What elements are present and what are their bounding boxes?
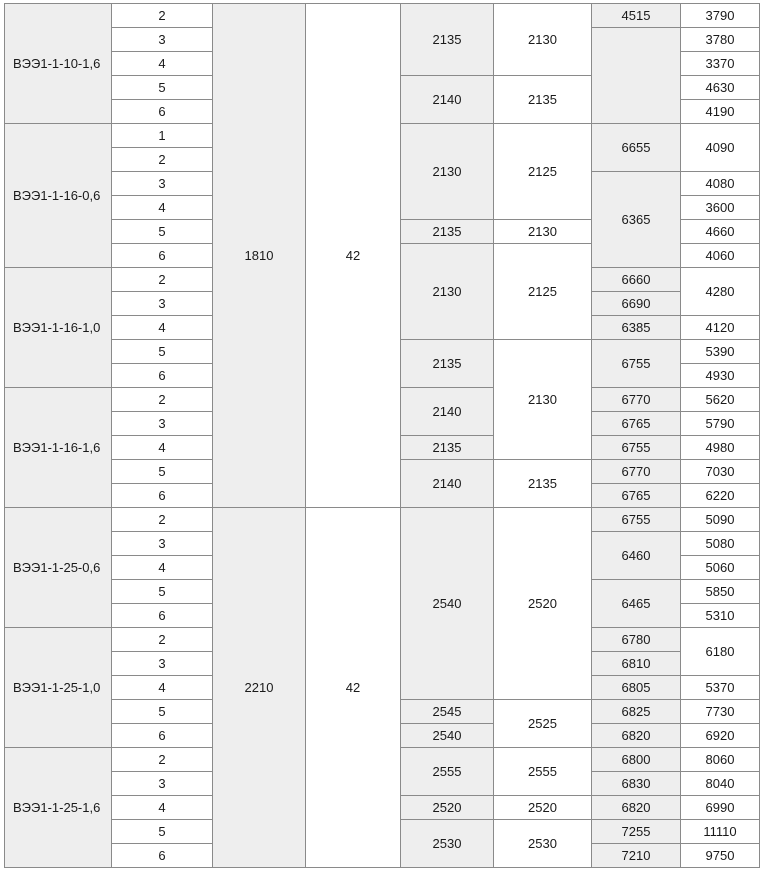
value-d-cell: 2135 [494, 460, 592, 508]
section-number-cell: 2 [112, 628, 213, 652]
value-e-cell: 6830 [592, 772, 681, 796]
value-f-cell: 6220 [681, 484, 760, 508]
section-number-cell: 5 [112, 580, 213, 604]
value-f-cell: 4930 [681, 364, 760, 388]
value-c-cell: 2555 [401, 748, 494, 796]
value-f-cell: 4080 [681, 172, 760, 196]
value-f-cell: 5620 [681, 388, 760, 412]
value-e-cell: 6460 [592, 532, 681, 580]
value-b-cell: 42 [306, 4, 401, 508]
value-e-cell: 7255 [592, 820, 681, 844]
value-f-cell: 4060 [681, 244, 760, 268]
value-e-cell: 6805 [592, 676, 681, 700]
value-e-cell: 6800 [592, 748, 681, 772]
section-number-cell: 5 [112, 700, 213, 724]
section-number-cell: 4 [112, 676, 213, 700]
value-f-cell: 4120 [681, 316, 760, 340]
value-f-cell: 5390 [681, 340, 760, 364]
value-e-cell: 6825 [592, 700, 681, 724]
section-number-cell: 6 [112, 100, 213, 124]
model-cell: ВЭЭ1-1-25-1,0 [5, 628, 112, 748]
value-e-cell: 6820 [592, 796, 681, 820]
value-d-cell: 2555 [494, 748, 592, 796]
section-number-cell: 3 [112, 532, 213, 556]
value-f-cell: 3600 [681, 196, 760, 220]
value-f-cell: 8060 [681, 748, 760, 772]
value-c-cell: 2520 [401, 796, 494, 820]
value-c-cell: 2140 [401, 460, 494, 508]
value-c-cell: 2140 [401, 388, 494, 436]
value-f-cell: 5310 [681, 604, 760, 628]
section-number-cell: 2 [112, 4, 213, 28]
value-e-cell: 6770 [592, 460, 681, 484]
value-f-cell: 5790 [681, 412, 760, 436]
value-f-cell: 8040 [681, 772, 760, 796]
value-c-cell: 2135 [401, 4, 494, 76]
section-number-cell: 6 [112, 844, 213, 868]
section-number-cell: 2 [112, 268, 213, 292]
section-number-cell: 2 [112, 388, 213, 412]
value-c-cell: 2540 [401, 508, 494, 700]
value-f-cell: 4630 [681, 76, 760, 100]
value-f-cell: 5850 [681, 580, 760, 604]
value-d-cell: 2525 [494, 700, 592, 748]
value-c-cell: 2135 [401, 436, 494, 460]
section-number-cell: 3 [112, 172, 213, 196]
value-c-cell: 2130 [401, 124, 494, 220]
value-e-cell: 6770 [592, 388, 681, 412]
section-number-cell: 3 [112, 772, 213, 796]
section-number-cell: 4 [112, 52, 213, 76]
value-d-cell: 2130 [494, 220, 592, 244]
value-e-cell: 7210 [592, 844, 681, 868]
section-number-cell: 4 [112, 196, 213, 220]
section-number-cell: 5 [112, 340, 213, 364]
model-cell: ВЭЭ1-1-25-0,6 [5, 508, 112, 628]
model-cell: ВЭЭ1-1-10-1,6 [5, 4, 112, 124]
value-f-cell: 6990 [681, 796, 760, 820]
value-e-cell: 6660 [592, 268, 681, 292]
value-a-cell: 1810 [213, 4, 306, 508]
value-d-cell: 2130 [494, 4, 592, 76]
section-number-cell: 2 [112, 508, 213, 532]
section-number-cell: 3 [112, 652, 213, 676]
value-e-cell [592, 28, 681, 124]
value-e-cell: 6755 [592, 436, 681, 460]
section-number-cell: 4 [112, 796, 213, 820]
model-cell: ВЭЭ1-1-16-1,6 [5, 388, 112, 508]
value-e-cell: 6765 [592, 484, 681, 508]
section-number-cell: 2 [112, 748, 213, 772]
section-number-cell: 5 [112, 820, 213, 844]
value-f-cell: 5080 [681, 532, 760, 556]
value-e-cell: 6655 [592, 124, 681, 172]
value-c-cell: 2545 [401, 700, 494, 724]
table-row [5, 508, 760, 532]
value-e-cell: 6365 [592, 172, 681, 268]
value-e-cell: 6385 [592, 316, 681, 340]
value-f-cell: 4280 [681, 268, 760, 316]
section-number-cell: 6 [112, 484, 213, 508]
value-e-cell: 6755 [592, 340, 681, 388]
value-e-cell: 6810 [592, 652, 681, 676]
section-number-cell: 1 [112, 124, 213, 148]
value-c-cell: 2130 [401, 244, 494, 340]
section-number-cell: 3 [112, 292, 213, 316]
model-cell: ВЭЭ1-1-25-1,6 [5, 748, 112, 868]
value-f-cell: 5090 [681, 508, 760, 532]
model-cell: ВЭЭ1-1-16-1,0 [5, 268, 112, 388]
value-f-cell: 6920 [681, 724, 760, 748]
value-f-cell: 7030 [681, 460, 760, 484]
section-number-cell: 6 [112, 724, 213, 748]
table-body [5, 4, 760, 868]
value-b-cell: 42 [306, 508, 401, 868]
value-d-cell: 2530 [494, 820, 592, 868]
value-d-cell: 2125 [494, 244, 592, 340]
value-f-cell: 6180 [681, 628, 760, 676]
value-f-cell: 4190 [681, 100, 760, 124]
value-f-cell: 7730 [681, 700, 760, 724]
section-number-cell: 6 [112, 244, 213, 268]
value-e-cell: 4515 [592, 4, 681, 28]
section-number-cell: 6 [112, 364, 213, 388]
value-f-cell: 4660 [681, 220, 760, 244]
section-number-cell: 4 [112, 556, 213, 580]
value-f-cell: 9750 [681, 844, 760, 868]
section-number-cell: 4 [112, 316, 213, 340]
value-e-cell: 6765 [592, 412, 681, 436]
value-e-cell: 6820 [592, 724, 681, 748]
value-c-cell: 2135 [401, 340, 494, 388]
value-d-cell: 2520 [494, 796, 592, 820]
value-c-cell: 2540 [401, 724, 494, 748]
value-f-cell: 3780 [681, 28, 760, 52]
value-e-cell: 6780 [592, 628, 681, 652]
section-number-cell: 3 [112, 412, 213, 436]
value-f-cell: 3370 [681, 52, 760, 76]
value-f-cell: 5060 [681, 556, 760, 580]
value-f-cell: 4090 [681, 124, 760, 172]
value-a-cell: 2210 [213, 508, 306, 868]
value-f-cell: 5370 [681, 676, 760, 700]
value-d-cell: 2520 [494, 508, 592, 700]
value-d-cell: 2125 [494, 124, 592, 220]
section-number-cell: 5 [112, 220, 213, 244]
value-e-cell: 6755 [592, 508, 681, 532]
value-f-cell: 4980 [681, 436, 760, 460]
section-number-cell: 4 [112, 436, 213, 460]
value-e-cell: 6465 [592, 580, 681, 628]
value-f-cell: 11110 [681, 820, 760, 844]
section-number-cell: 3 [112, 28, 213, 52]
section-number-cell: 5 [112, 460, 213, 484]
table-row [5, 4, 760, 28]
value-c-cell: 2530 [401, 820, 494, 868]
value-c-cell: 2135 [401, 220, 494, 244]
value-e-cell: 6690 [592, 292, 681, 316]
model-cell: ВЭЭ1-1-16-0,6 [5, 124, 112, 268]
section-number-cell: 2 [112, 148, 213, 172]
section-number-cell: 6 [112, 604, 213, 628]
value-d-cell: 2135 [494, 76, 592, 124]
value-f-cell: 3790 [681, 4, 760, 28]
value-d-cell: 2130 [494, 340, 592, 460]
section-number-cell: 5 [112, 76, 213, 100]
value-c-cell: 2140 [401, 76, 494, 124]
spec-table [4, 3, 760, 868]
